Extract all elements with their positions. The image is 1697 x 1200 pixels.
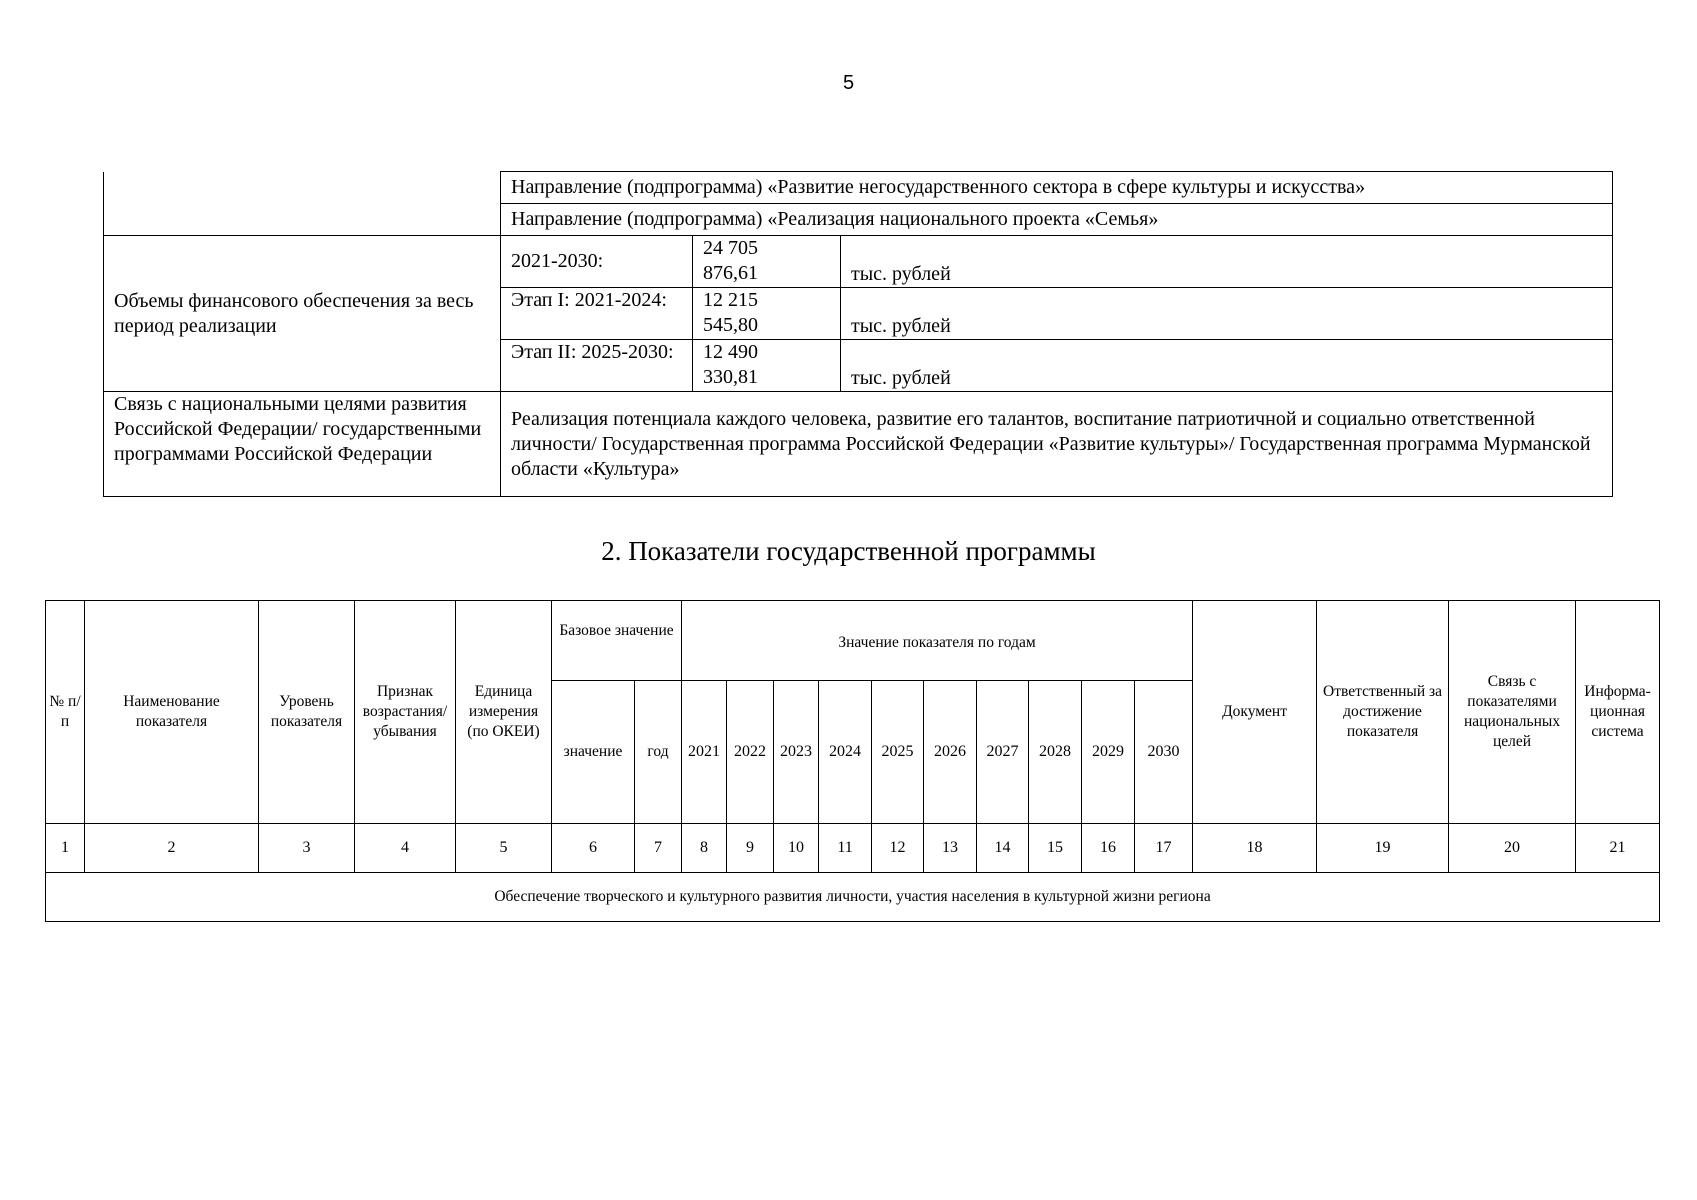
column-number: 7	[635, 824, 682, 873]
header-base-year: год	[635, 681, 682, 824]
column-number: 9	[727, 824, 774, 873]
financing-period: 2021-2030:	[501, 236, 693, 288]
header-years-group: Значение показателя по годам	[682, 601, 1193, 681]
column-number: 3	[259, 824, 355, 873]
column-number: 14	[977, 824, 1029, 873]
column-number: 20	[1449, 824, 1576, 873]
column-number: 12	[872, 824, 924, 873]
header-responsible: Ответственный за достижение показателя	[1317, 601, 1449, 824]
page-number: 5	[842, 72, 855, 94]
column-number: 10	[774, 824, 819, 873]
header-year: 2026	[924, 681, 977, 824]
financing-unit: тыс. рублей	[841, 288, 1613, 340]
national-goals-value: Реализация потенциала каждого человека, развитие его талантов, воспитание патриотичной и социально ответственной личности/ Государственная программа Российской Федерации «Развитие культуры»/ Государственная программа Мурманской области «Культура»	[501, 392, 1613, 497]
column-number: 11	[819, 824, 872, 873]
amount-line: 545,80	[703, 314, 758, 336]
header-year: 2023	[774, 681, 819, 824]
header-year: 2024	[819, 681, 872, 824]
header-base-value: значение	[552, 681, 635, 824]
header-unit: Единица измерения (по ОКЕИ)	[456, 601, 552, 824]
header-year: 2021	[682, 681, 727, 824]
direction-text: Направление (подпрограмма) «Развитие негосударственного сектора в сфере культуры и искусства»	[501, 172, 1613, 204]
header-year: 2028	[1029, 681, 1082, 824]
header-level: Уровень показателя	[259, 601, 355, 824]
header-base-group: Базовое значение	[552, 601, 682, 681]
column-number: 5	[456, 824, 552, 873]
header-links: Связь с показателями национальных целей	[1449, 601, 1576, 824]
financing-amount	[693, 340, 841, 392]
amount-line: 330,81	[703, 366, 758, 388]
column-number: 6	[552, 824, 635, 873]
column-number: 15	[1029, 824, 1082, 873]
indicators-table	[45, 600, 1660, 922]
financing-amount	[693, 288, 841, 340]
header-row-top	[46, 601, 1660, 681]
header-name: Наименование показателя	[85, 601, 259, 824]
column-number: 17	[1135, 824, 1193, 873]
header-info-system: Информа-ционная система	[1576, 601, 1660, 824]
goal-row	[46, 873, 1660, 922]
column-number: 21	[1576, 824, 1660, 873]
financing-period: Этап I: 2021-2024:	[501, 288, 693, 340]
amount-line: 876,61	[703, 262, 758, 284]
national-goals-label: Связь с национальными целями развития Российской Федерации/ государственными программами Российской Федерации	[104, 392, 501, 497]
direction-text: Направление (подпрограмма) «Реализация национального проекта «Семья»	[501, 204, 1613, 236]
passport-empty-cell	[104, 172, 501, 236]
column-numbers-row	[46, 824, 1660, 873]
program-passport-table	[103, 171, 1613, 497]
header-year: 2025	[872, 681, 924, 824]
amount-line: 12 490	[703, 341, 758, 363]
column-number: 18	[1193, 824, 1317, 873]
header-year: 2029	[1082, 681, 1135, 824]
column-number: 13	[924, 824, 977, 873]
amount-line: 12 215	[703, 289, 758, 311]
goal-text: Обеспечение творческого и культурного развития личности, участия населения в культурной жизни региона	[46, 873, 1660, 922]
column-number: 8	[682, 824, 727, 873]
financing-unit: тыс. рублей	[841, 236, 1613, 288]
section-title: 2. Показатели государственной программы	[601, 536, 1096, 566]
column-number: 16	[1082, 824, 1135, 873]
header-year: 2027	[977, 681, 1029, 824]
column-number: 1	[46, 824, 85, 873]
financing-row	[104, 236, 1613, 288]
financing-label: Объемы финансового обеспечения за весь период реализации	[104, 236, 501, 392]
financing-unit: тыс. рублей	[841, 340, 1613, 392]
column-number: 4	[355, 824, 456, 873]
header-document: Документ	[1193, 601, 1317, 824]
header-year: 2030	[1135, 681, 1193, 824]
header-num: № п/п	[46, 601, 85, 824]
financing-amount	[693, 236, 841, 288]
column-number: 2	[85, 824, 259, 873]
direction-row	[104, 172, 1613, 204]
amount-line: 24 705	[703, 237, 758, 259]
header-sign: Признак возрастания/ убывания	[355, 601, 456, 824]
header-year: 2022	[727, 681, 774, 824]
national-goals-row	[104, 392, 1613, 497]
column-number: 19	[1317, 824, 1449, 873]
financing-period: Этап II: 2025-2030:	[501, 340, 693, 392]
